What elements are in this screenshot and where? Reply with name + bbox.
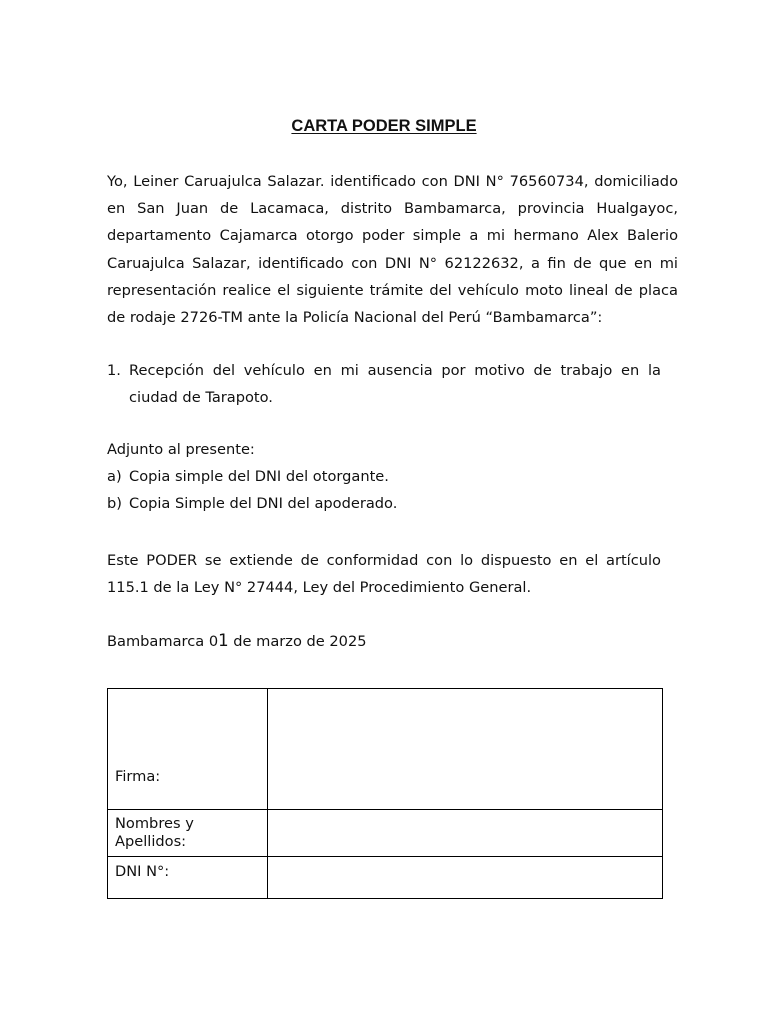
nombres-label-line1: Nombres y <box>115 815 194 832</box>
grant-paragraph: Yo, Leiner Caruajulca Salazar. identificado con DNI N° 76560734, domiciliado en San Juan de Lacamaca, distrito Bambamarca, provincia Hualgayoc, departamento Cajamarca otorgo poder simple a mi hermano Alex Balerio Caruajulca Salazar, identificado con DNI N° 62122632, a fin de que en mi representación realice el siguiente trámite del vehículo moto lineal de placa de rodaje 2726-TM ante la Policía Nacional del Perú “Bambamarca”: <box>107 173 678 327</box>
attachment-item-a <box>107 468 389 485</box>
nombres-label-line2: Apellidos: <box>115 833 187 850</box>
attachment-item-b <box>107 495 397 512</box>
date-line <box>107 631 367 650</box>
attachment-text: Copia Simple del DNI del apoderado. <box>129 495 398 512</box>
signature-row <box>108 689 663 810</box>
date-day-digit: 1 <box>218 631 229 650</box>
list-number: 1. <box>107 362 121 379</box>
attachment-marker: a) <box>107 468 122 485</box>
names-row <box>108 810 663 857</box>
nombres-label <box>108 810 268 857</box>
dni-field[interactable] <box>268 857 663 899</box>
firma-label: Firma: <box>108 689 268 810</box>
numbered-list-item <box>107 357 667 411</box>
list-item-text: Recepción del vehículo en mi ausencia por motivo de trabajo en la ciudad de Tarapoto. <box>129 362 661 407</box>
document-title: CARTA PODER SIMPLE <box>291 117 477 135</box>
legal-paragraph: Este PODER se extiende de conformidad con lo dispuesto en el artículo 115.1 de la Ley N° 27444, Ley del Procedimiento General. <box>107 552 661 597</box>
signature-table <box>107 688 663 899</box>
date-suffix: de marzo de 2025 <box>228 633 367 650</box>
date-prefix: Bambamarca 0 <box>107 633 219 650</box>
attachment-text: Copia simple del DNI del otorgante. <box>129 468 389 485</box>
dni-label: DNI N°: <box>108 857 268 899</box>
attachments-heading: Adjunto al presente: <box>107 441 255 458</box>
nombres-field[interactable] <box>268 810 663 857</box>
firma-field[interactable] <box>268 689 663 810</box>
attachment-marker: b) <box>107 495 122 512</box>
dni-row <box>108 857 663 899</box>
